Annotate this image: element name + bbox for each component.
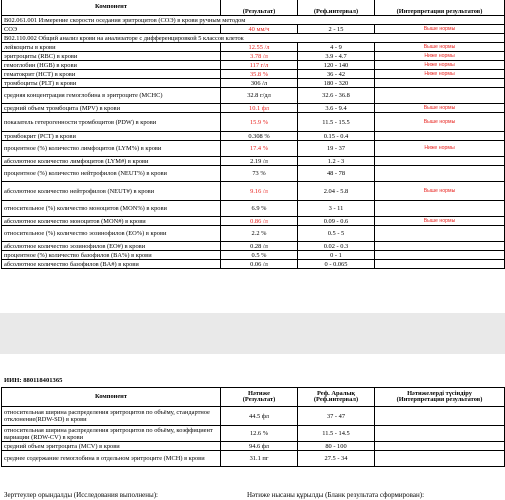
reference-range: 3.6 - 9.4	[298, 104, 375, 113]
result-value: 40 мм/ч	[221, 25, 298, 34]
interpretation-badge	[375, 201, 505, 217]
reference-range: 0.09 - 0.6	[298, 217, 375, 226]
header-interpretation: (Интерпретация результатов)	[375, 0, 505, 16]
component-name: абсолютное количество базофилов (BA#) в крови	[2, 260, 221, 269]
reference-range: 48 - 78	[298, 166, 375, 182]
result-value: 0.5 %	[221, 251, 298, 260]
interpretation-badge	[375, 442, 505, 451]
header-component: Компонент	[2, 388, 221, 407]
table-row	[2, 251, 505, 260]
component-name: процентное (%) количество лимфоцитов (LYM%) в крови	[2, 141, 221, 157]
result-value: 12.55 /л	[221, 43, 298, 52]
reference-range: 0.5 - 5	[298, 226, 375, 242]
table-row	[2, 70, 505, 79]
table-row	[2, 426, 505, 442]
result-value: 6.9 %	[221, 201, 298, 217]
table-row	[2, 43, 505, 52]
interpretation-badge	[375, 451, 505, 467]
interpretation-badge: Выше нормы	[375, 43, 505, 52]
component-name: средняя концентрация гемоглобина в эритроците (MCHC)	[2, 88, 221, 104]
component-name: относительная ширина распределения эритроцитов по объёму, коэффициент вариации (RDW-CV) в крови	[2, 426, 221, 442]
result-value: 44.5 фл	[221, 407, 298, 426]
reference-range: 1.2 - 3	[298, 157, 375, 166]
result-value: 32.8 г/дл	[221, 88, 298, 104]
table-row	[2, 442, 505, 451]
reference-range: 2 - 15	[298, 25, 375, 34]
component-name: гемоглобин (HGB) в крови	[2, 61, 221, 70]
table-row	[2, 451, 505, 467]
page-2	[0, 354, 505, 500]
table-row	[2, 201, 505, 217]
result-value: 2.19 /л	[221, 157, 298, 166]
component-name: абсолютное количество нейтрофилов (NEUT#) в крови	[2, 182, 221, 201]
result-value: 0.308 %	[221, 132, 298, 141]
reference-range: 80 - 100	[298, 442, 375, 451]
table-row	[2, 217, 505, 226]
component-name: относительная ширина распределения эритроцитов по объёму, стандартное отклонение(RDW-SD) в крови	[2, 407, 221, 426]
table-row	[2, 226, 505, 242]
header-ref: (Реф.интервал)	[298, 0, 375, 16]
section-title: B02.110.002 Общий анализ крови на анализаторе с дифференцировкой 5 классов клеток	[2, 34, 505, 43]
interpretation-badge: Выше нормы	[375, 104, 505, 113]
interpretation-badge: Выше нормы	[375, 113, 505, 132]
reference-range: 0 - 0.065	[298, 260, 375, 269]
interpretation-badge: Выше нормы	[375, 217, 505, 226]
reference-range: 2.04 - 5.8	[298, 182, 375, 201]
component-name: тромбоциты (PLT) в крови	[2, 79, 221, 88]
reference-range: 3 - 11	[298, 201, 375, 217]
table-row	[2, 88, 505, 104]
header-result: Нәтиже (Результат)	[221, 388, 298, 407]
interpretation-badge: Выше нормы	[375, 182, 505, 201]
component-name: средний объем эритроцита (MCV) в крови	[2, 442, 221, 451]
reference-range: 37 - 47	[298, 407, 375, 426]
header-interpretation: Нәтижелерді түсіндіру (Интерпретация результатов)	[375, 388, 505, 407]
interpretation-badge	[375, 157, 505, 166]
patient-iin: ИИН: 880118401365	[4, 377, 63, 384]
table-row	[2, 141, 505, 157]
component-name: среднее содержание гемоглобина в отдельном эритроците (MCH) в крови	[2, 451, 221, 467]
table-row	[2, 260, 505, 269]
result-value: 35.8 %	[221, 70, 298, 79]
header-ref: Реф. Аралық (Реф.интервал)	[298, 388, 375, 407]
reference-range: 11.5 - 14.5	[298, 426, 375, 442]
interpretation-badge	[375, 242, 505, 251]
interpretation-badge: Ниже нормы	[375, 70, 505, 79]
result-value: 15.9 %	[221, 113, 298, 132]
component-name: процентное (%) количество базофилов (BA%) в крови	[2, 251, 221, 260]
component-name: показатель гетерогенности тромбоцитов (PDW) в крови	[2, 113, 221, 132]
reference-range: 3.9 - 4.7	[298, 52, 375, 61]
reference-range: 180 - 320	[298, 79, 375, 88]
table-row	[2, 52, 505, 61]
component-name: абсолютное количество моноцитов (MON#) в крови	[2, 217, 221, 226]
table-row	[2, 182, 505, 201]
table-row	[2, 79, 505, 88]
table-row	[2, 157, 505, 166]
result-value: 0.86 /л	[221, 217, 298, 226]
interpretation-badge	[375, 132, 505, 141]
reference-range: 36 - 42	[298, 70, 375, 79]
interpretation-badge: Ниже нормы	[375, 61, 505, 70]
reference-range: 27.5 - 34	[298, 451, 375, 467]
component-name: эритроциты (RBC) в крови	[2, 52, 221, 61]
interpretation-badge: Ниже нормы	[375, 141, 505, 157]
result-value: 94.6 фл	[221, 442, 298, 451]
interpretation-badge	[375, 407, 505, 426]
header-component: Компонент	[2, 0, 221, 16]
result-value: 0.28 /л	[221, 242, 298, 251]
interpretation-badge: Выше нормы	[375, 25, 505, 34]
result-value: 10.1 фл	[221, 104, 298, 113]
result-value: 3.78 /л	[221, 52, 298, 61]
interpretation-badge	[375, 426, 505, 442]
component-name: процентное (%) количество нейтрофилов (NEUT%) в крови	[2, 166, 221, 182]
component-name: абсолютное количество эозинофилов (EO#) в крови	[2, 242, 221, 251]
reference-range: 11.5 - 15.5	[298, 113, 375, 132]
interpretation-badge	[375, 260, 505, 269]
result-value: 9.16 /л	[221, 182, 298, 201]
result-value: 31.1 пг	[221, 451, 298, 467]
component-name: гематокрит (HCT) в крови	[2, 70, 221, 79]
reference-range: 0 - 1	[298, 251, 375, 260]
reference-range: 4 - 9	[298, 43, 375, 52]
result-value: 2.2 %	[221, 226, 298, 242]
section-title: B02.061.001 Измерение скорости оседания эритроцитов (СОЭ) в крови ручным методом	[2, 16, 505, 25]
table-row	[2, 61, 505, 70]
reference-range: 0.15 - 0.4	[298, 132, 375, 141]
header-result: (Результат)	[221, 0, 298, 16]
table-row	[2, 166, 505, 182]
interpretation-badge	[375, 251, 505, 260]
result-value: 117 г/л	[221, 61, 298, 70]
table-row	[2, 25, 505, 34]
component-name: абсолютное количество лимфоцитов (LYM#) в крови	[2, 157, 221, 166]
component-name: лейкоциты в крови	[2, 43, 221, 52]
result-value: 0.06 /л	[221, 260, 298, 269]
reference-range: 0.02 - 0.3	[298, 242, 375, 251]
results-table-1	[1, 0, 505, 269]
result-value: 12.6 %	[221, 426, 298, 442]
table-row	[2, 104, 505, 113]
interpretation-badge	[375, 88, 505, 104]
table-row	[2, 407, 505, 426]
section-row	[2, 16, 505, 25]
component-name: средний объем тромбоцита (MPV) в крови	[2, 104, 221, 113]
reference-range: 19 - 37	[298, 141, 375, 157]
interpretation-badge: Ниже нормы	[375, 52, 505, 61]
reference-range: 32.6 - 36.8	[298, 88, 375, 104]
component-name: тромбокрит (PCT) в крови	[2, 132, 221, 141]
table-row	[2, 113, 505, 132]
component-name: относительное (%) количество эозинофилов (EO%) в крови	[2, 226, 221, 242]
interpretation-badge	[375, 79, 505, 88]
footer-generated-label: Нәтиже нысаны құрылды (Бланк результата сформирован):	[247, 491, 425, 499]
component-name: относительное (%) количество моноцитов (MON%) в крови	[2, 201, 221, 217]
table-row	[2, 242, 505, 251]
result-value: 73 %	[221, 166, 298, 182]
table-row	[2, 132, 505, 141]
reference-range: 120 - 140	[298, 61, 375, 70]
interpretation-badge	[375, 226, 505, 242]
section-row	[2, 34, 505, 43]
component-name: СОЭ	[2, 25, 221, 34]
results-table-2	[1, 387, 505, 467]
result-value: 17.4 %	[221, 141, 298, 157]
result-value: 306 /л	[221, 79, 298, 88]
interpretation-badge	[375, 166, 505, 182]
footer-performed-label: Зерттеулер орындалды (Исследования выполнены):	[4, 491, 158, 499]
